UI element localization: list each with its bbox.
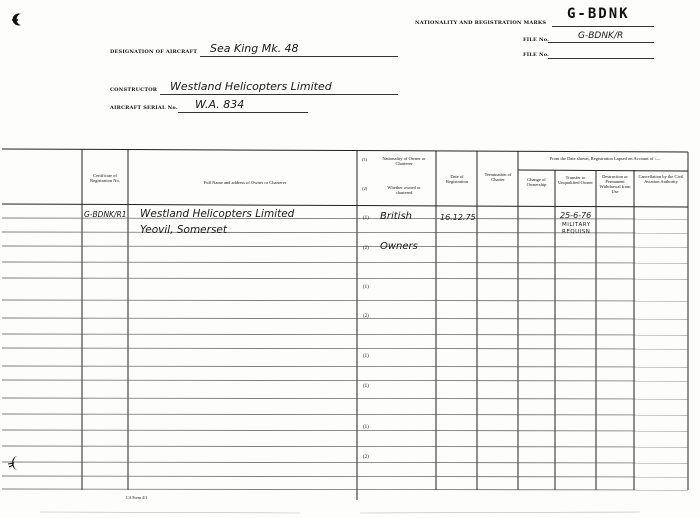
entry-owner-line-1: Westland Helicopters Limited: [140, 208, 295, 220]
header-owner: Full Name and address of Owner or Charterer: [203, 180, 287, 185]
header-termination: Termination of Charter: [484, 172, 512, 182]
file-no-label-1: FILE No.: [523, 37, 550, 43]
entry-transfer-note-2: REQUISN: [562, 229, 591, 235]
row-marker-2: (2): [363, 455, 369, 460]
constructor-value: Westland Helicopters Limited: [170, 80, 332, 93]
entry-certificate: G-BDNK/R1: [84, 210, 127, 219]
entry-owner-line-2: Yeovil, Somerset: [140, 224, 228, 236]
registration-mark: G-BDNK: [567, 6, 630, 22]
header-nationality-marker-1: (1): [362, 157, 368, 162]
designation-label: DESIGNATION OF AIRCRAFT: [110, 49, 198, 55]
file-no-value-1: G-BDNK/R: [578, 31, 624, 41]
row-marker-2: (2): [363, 314, 369, 319]
header-owned-marker-2: (2): [362, 186, 368, 191]
header-destruction: Destruction or Permanent Withdrawal from Use: [599, 174, 631, 194]
entry-date-registration: 16.12.75: [440, 213, 476, 222]
nationality-label: NATIONALITY AND REGISTRATION MARKS: [415, 20, 547, 26]
serial-label: AIRCRAFT SERIAL No.: [110, 105, 178, 111]
row-marker-1: (1): [363, 425, 369, 430]
header-owned-text: Whether owned or chartered: [387, 185, 421, 195]
serial-value: W.A. 834: [195, 98, 245, 111]
header-change-ownership: Change of Ownership: [526, 177, 547, 187]
row-marker-2: (2): [363, 246, 369, 251]
row-marker-1: (1): [363, 354, 369, 359]
row-marker-1: (1): [363, 285, 369, 290]
header-lapsed-group: From the Date shown, Registration Lapsed on Account of :—: [549, 156, 661, 161]
entry-nationality: British: [380, 211, 412, 222]
header-certificate: Certificate of Registration No.: [90, 173, 120, 183]
header-nationality-text: Nationality of Owner or Charterer: [382, 156, 426, 166]
entry-owned: Owners: [380, 241, 418, 252]
row-marker-1: (1): [363, 384, 369, 389]
form-number: CA Form 4/1: [126, 495, 148, 500]
constructor-label: CONSTRUCTOR: [110, 87, 158, 93]
row-marker-1: (1): [363, 216, 369, 221]
entry-transfer-note-1: MILITARY: [562, 222, 591, 228]
file-no-label-2: FILE No.: [523, 52, 550, 58]
header-cancellation: Cancellation by the Civil Aviation Authority: [638, 174, 684, 184]
header-transfer: Transfer to Unqualified Owner: [558, 175, 593, 185]
header-date-registration: Date of Registration: [446, 174, 468, 184]
designation-value: Sea King Mk. 48: [210, 42, 299, 55]
entry-transfer-date: 25-6-76: [560, 211, 592, 220]
